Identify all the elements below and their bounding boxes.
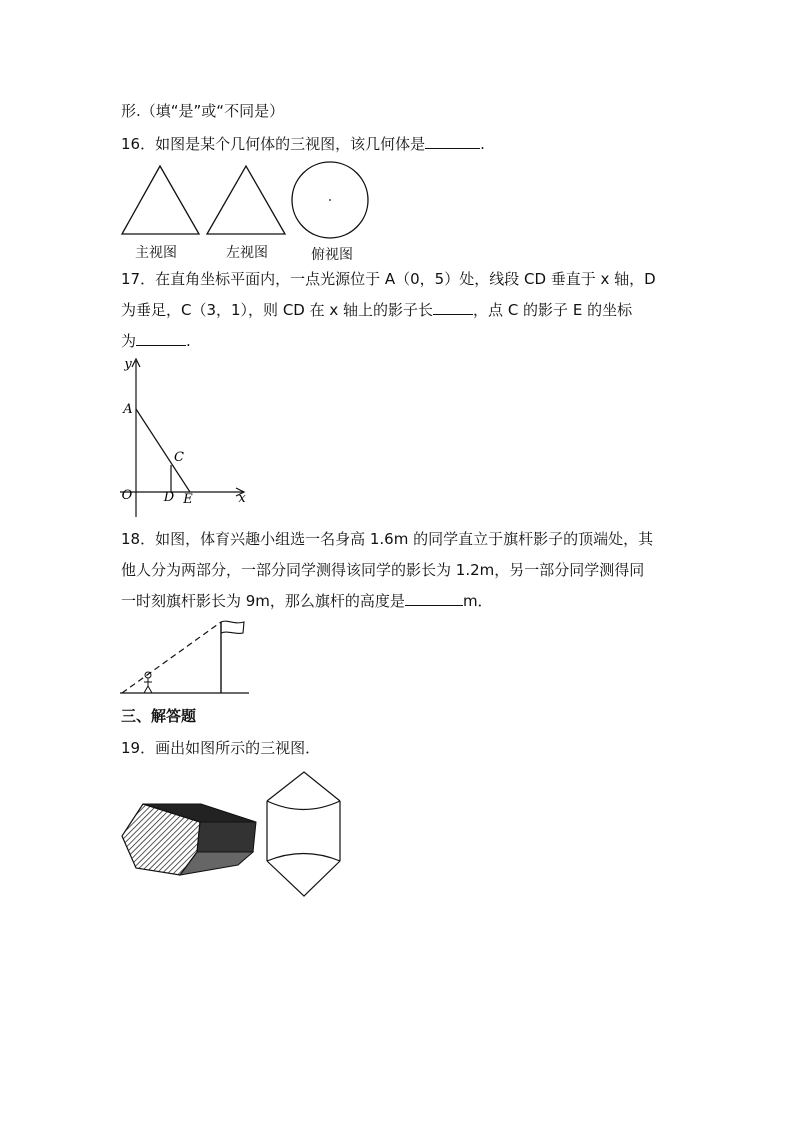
cylinder-with-cones [267,772,340,896]
q19-text: 19．画出如图所示的三视图． [121,739,321,757]
flagpole-figure [116,616,256,698]
section-3-heading: 三、解答题 [121,707,197,725]
front-view-triangle [122,166,199,234]
q16-end: . [480,135,485,153]
label-y: y [124,357,132,372]
top-view-center-dot [329,199,331,201]
top-view-label: 俯视图 [311,247,353,263]
label-a: A [123,402,133,417]
q17-shadow-length-blank[interactable] [433,300,473,315]
left-view-label: 左视图 [226,245,268,261]
q18-flagpole-height-blank[interactable] [405,591,463,606]
flag [221,621,244,633]
q18-text-c2: m． [462,592,493,610]
label-c: C [174,450,184,465]
q15-tail-text: 形.（填“是”或“不同是） [121,102,285,120]
q17-text-c1: 为 [121,332,137,350]
q18-line-b: 他人分为两部分，一部分同学测得该同学的影长为 1.2m，另一部分同学测得同 [121,561,645,579]
label-o: O [121,488,133,503]
q16-answer-blank[interactable] [425,134,480,149]
q17-text-c2: . [186,332,191,350]
sun-ray-dashed [122,622,221,693]
label-e: E [183,492,193,507]
label-x: x [238,491,246,506]
coordinate-figure [116,355,256,520]
q17-text-b1: 为垂足，C（3，1），则 CD 在 x 轴上的影子长 [121,301,434,319]
q17-point-e-blank[interactable] [136,331,186,346]
solids-figure [118,770,348,900]
hexagonal-prism [122,804,256,875]
q18-line-a: 18．如图，体育兴趣小组选一名身高 1.6m 的同学直立于旗杆影子的顶端处，其 [121,530,654,548]
left-view-triangle [207,166,285,234]
q18-text-c1: 一时刻旗杆影长为 9m，那么旗杆的高度是 [121,592,405,610]
student-figure [144,672,152,693]
q17-text-b2: ，点 C 的影子 E 的坐标 [473,301,633,319]
question-17-line-c [121,331,191,351]
question-18-line-c [121,591,493,611]
q16-text: 16．如图是某个几何体的三视图，该几何体是 [121,135,426,153]
question-17-line-b [121,300,632,320]
front-view-label: 主视图 [135,245,177,261]
question-16 [121,134,485,154]
q17-line-a: 17．在直角坐标平面内，一点光源位于 A（0，5）处，线段 CD 垂直于 x 轴，D [121,270,656,288]
label-d: D [163,490,175,505]
